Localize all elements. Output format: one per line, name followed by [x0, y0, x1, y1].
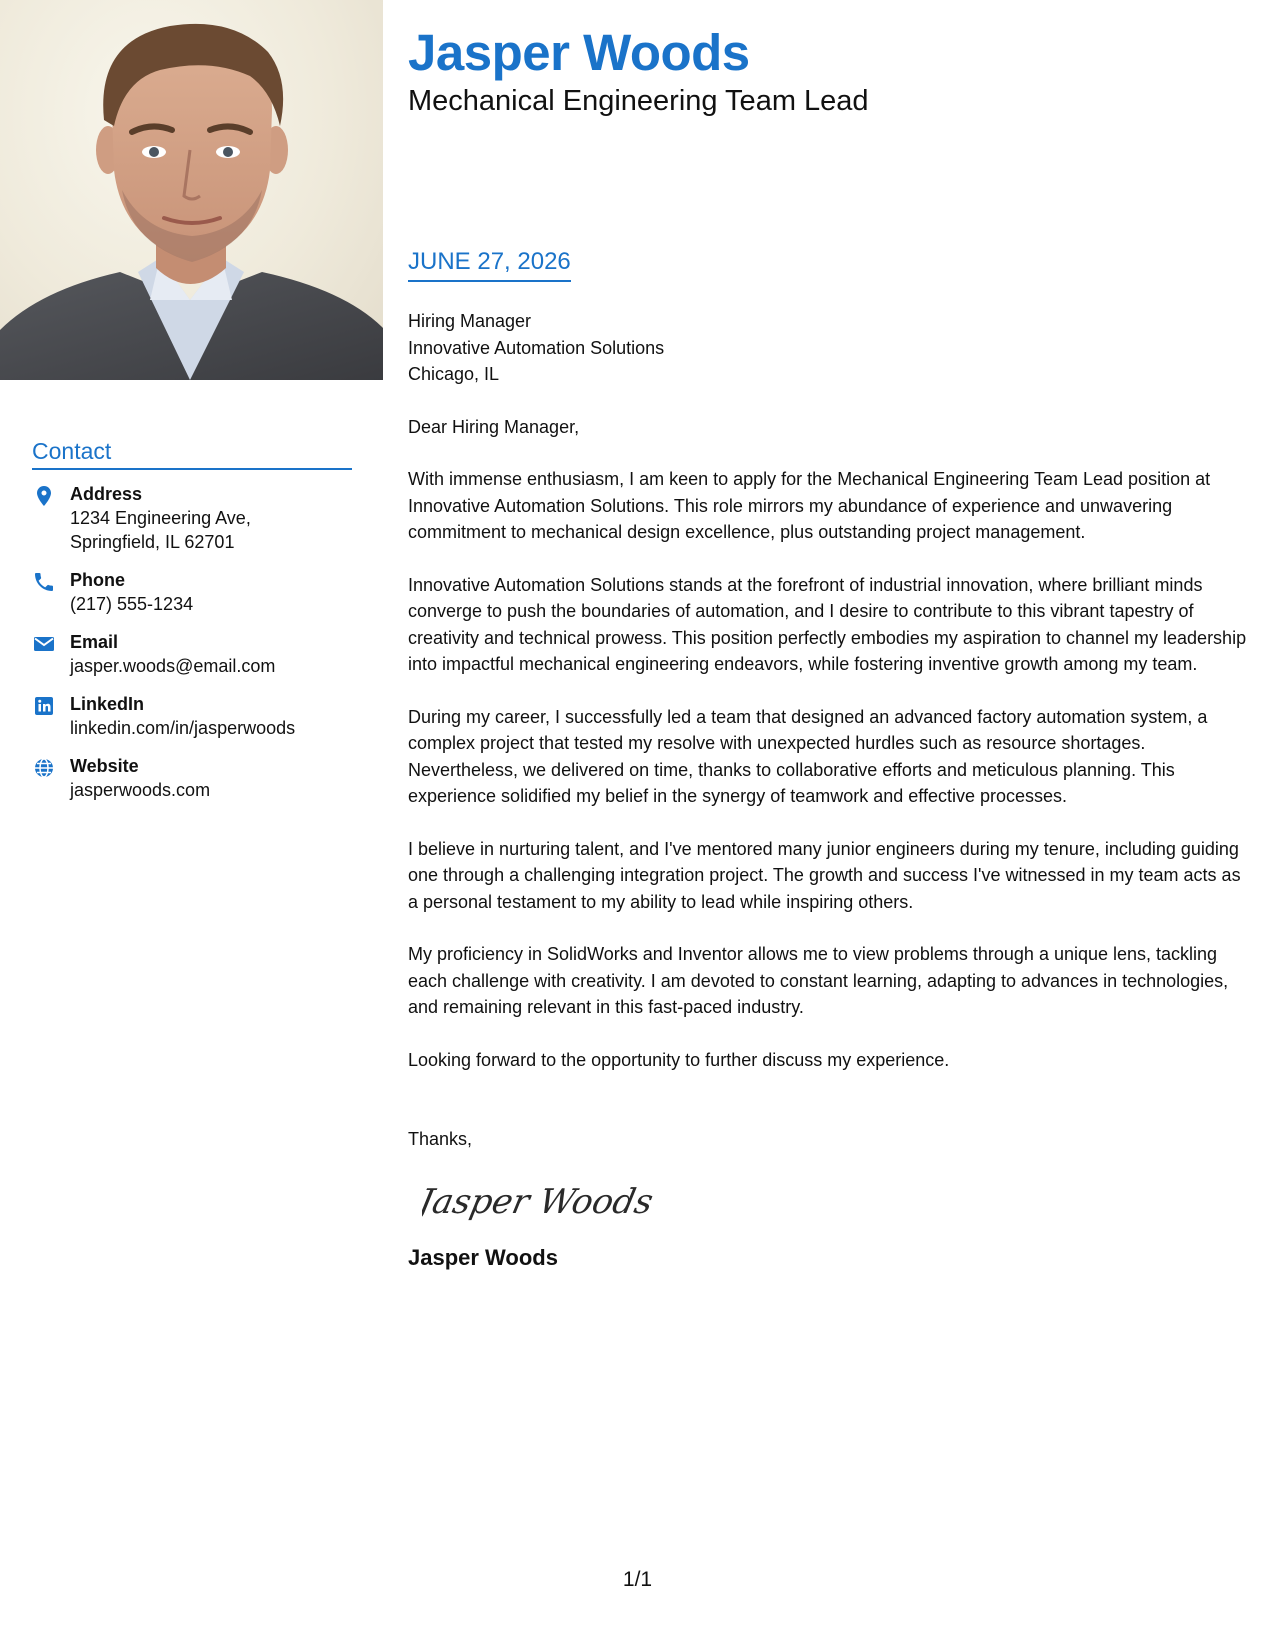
salutation: Dear Hiring Manager,	[408, 416, 580, 437]
website-value[interactable]: jasperwoods.com	[70, 780, 211, 800]
email-icon	[32, 632, 56, 656]
phone-value[interactable]: (217) 555-1234	[70, 594, 194, 614]
body-paragraph: During my career, I successfully led a team that designed an advanced factory automation system, a complex project that tested my resolve with unexpected hurdles such as resource shortages. Nevertheless, we delivered on time, thanks to collaborative efforts and meticulous planning. This experience solidified my belief in the synergy of teamwork and effective processes.	[408, 706, 1208, 806]
page-number: 1/1	[622, 1568, 653, 1591]
contact-heading: Contact	[32, 438, 352, 470]
globe-icon	[32, 756, 56, 780]
linkedin-value[interactable]: linkedin.com/in/jasperwoods	[70, 718, 296, 738]
body-paragraph: I believe in nurturing talent, and I've mentored many junior engineers during my tenure, including guiding one through a challenging integration project. The growth and success I've witnessed in my team acts as a personal testament to my ability to lead while inspiring others.	[408, 838, 1241, 912]
signature-glyphs: Jasper Woods	[422, 1181, 657, 1222]
website-label: Website	[70, 756, 139, 776]
recipient-line: Hiring Manager	[408, 311, 532, 331]
linkedin-icon	[32, 694, 56, 718]
phone-icon	[32, 570, 56, 594]
contact-phone	[32, 568, 352, 616]
signed-name: Jasper Woods	[408, 1244, 558, 1270]
body-paragraph: With immense enthusiasm, I am keen to apply for the Mechanical Engineering Team Lead position at Innovative Automation Solutions. This role mirrors my abundance of experience and unwavering commitment to mechanical design excellence, plus outstanding project management.	[408, 469, 1211, 542]
body-paragraph: Innovative Automation Solutions stands at the forefront of industrial innovation, where brilliant minds converge to push the boundaries of automation, and I desire to contribute to this vibrant tapestry of creativity and technical prowess. This position perfectly embodies my aspiration to channel my leadership into impactful mechanical engineering endeavors, while fostering inventive growth among my team.	[408, 574, 1247, 674]
profile-photo	[0, 0, 383, 380]
map-pin-icon	[32, 484, 56, 508]
recipient-line: Innovative Automation Solutions	[408, 337, 665, 358]
applicant-title: Mechanical Engineering Team Lead	[408, 85, 869, 117]
applicant-name: Jasper Woods	[408, 24, 750, 81]
letter-body	[408, 308, 1248, 1271]
email-label: Email	[70, 632, 119, 652]
email-value[interactable]: jasper.woods@email.com	[70, 656, 276, 676]
contact-website	[32, 754, 352, 802]
phone-label: Phone	[70, 570, 126, 590]
letter-main	[408, 24, 1248, 1270]
letter-date: JUNE 27, 2026	[408, 248, 571, 282]
recipient-block	[408, 308, 1248, 388]
address-value: 1234 Engineering Ave, Springfield, IL 62701	[70, 508, 251, 552]
letter-date-wrap	[408, 248, 571, 282]
closing: Thanks,	[408, 1129, 473, 1149]
contact-sidebar	[32, 438, 352, 816]
recipient-line: Chicago, IL	[408, 364, 500, 384]
body-paragraph: Looking forward to the opportunity to further discuss my experience.	[408, 1049, 950, 1070]
body-paragraph: My proficiency in SolidWorks and Inventor allows me to view problems through a unique lens, tackling each challenge with creativity. I am devoted to constant learning, adapting to advances in technologies, and remaining relevant in this fast-paced industry.	[408, 944, 1229, 1017]
contact-email	[32, 630, 352, 678]
linkedin-label: LinkedIn	[70, 694, 145, 714]
address-label: Address	[70, 484, 143, 504]
contact-linkedin	[32, 692, 352, 740]
handwritten-signature	[422, 1171, 1248, 1231]
contact-address	[32, 482, 352, 554]
